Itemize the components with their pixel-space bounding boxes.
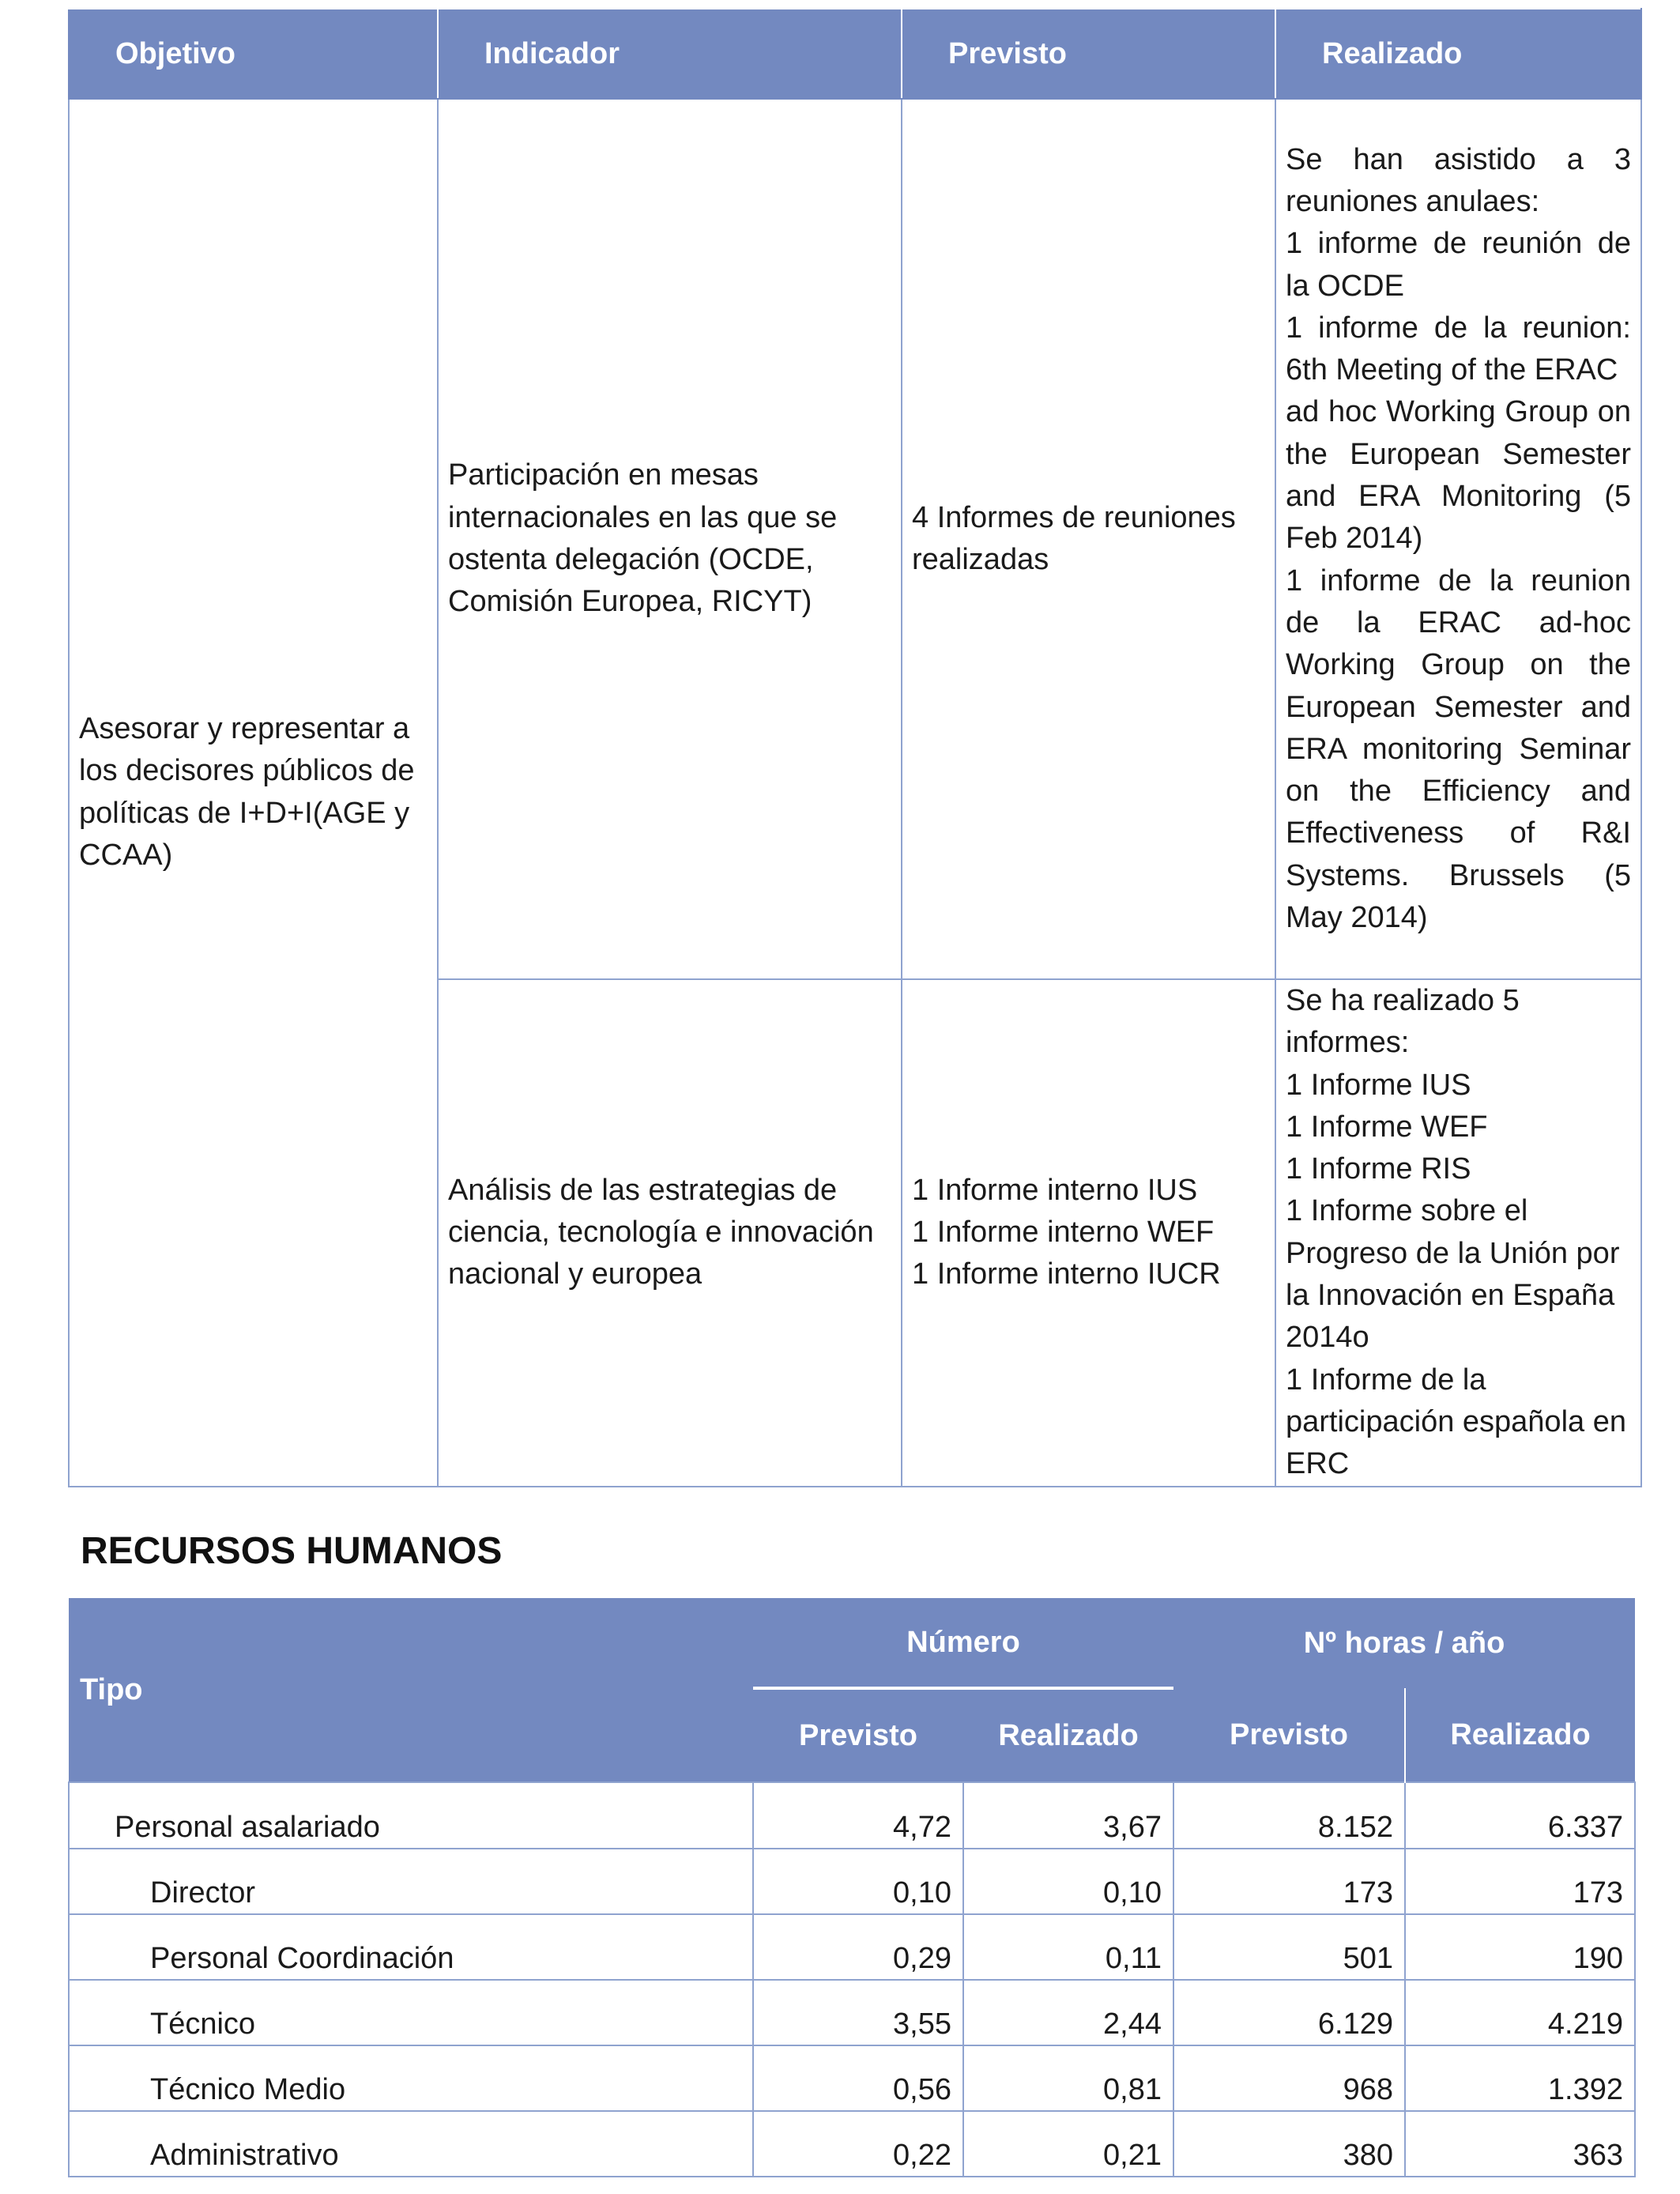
subheader-horas-realizado: Realizado (1405, 1688, 1635, 1782)
previsto-cell: 4 Informes de reuniones realizadas (902, 99, 1275, 979)
horas-previsto-cell: 6.129 (1173, 1980, 1405, 2045)
table-row (69, 1849, 1635, 1914)
objectives-table (68, 8, 1642, 1487)
num-realizado-cell: 0,21 (963, 2111, 1173, 2177)
tipo-cell: Director (69, 1849, 753, 1914)
horas-realizado-cell: 4.219 (1405, 1980, 1635, 2045)
horas-previsto-cell: 380 (1173, 2111, 1405, 2177)
tipo-cell: Administrativo (69, 2111, 753, 2177)
num-realizado-cell: 3,67 (963, 1782, 1173, 1849)
horas-previsto-cell: 968 (1173, 2045, 1405, 2111)
table-row (69, 1980, 1635, 2045)
realizado-cell: Se han asistido a 3 reuniones anulaes: 1 informe de reunión de la OCDE 1 informe de la reunion: 6th Meeting of the ERAC ad hoc Working Group on the European Semester and ERA Monitoring (5 Feb 2014) 1 informe de la reunion de la ERAC ad-hoc Working Group on the European Semester and ERA monitoring Seminar on the Efficiency and Effectiveness of R&I Systems. Brussels (5 May 2014) (1275, 99, 1641, 979)
horas-previsto-cell: 173 (1173, 1849, 1405, 1914)
horas-realizado-cell: 363 (1405, 2111, 1635, 2177)
num-previsto-cell: 0,22 (753, 2111, 963, 2177)
header-realizado: Realizado (1275, 9, 1641, 99)
num-realizado-cell: 0,10 (963, 1849, 1173, 1914)
subheader-numero-realizado: Realizado (963, 1688, 1173, 1782)
indicador-cell: Participación en mesas internacionales en las que se ostenta delegación (OCDE, Comisión Europea, RICYT) (438, 99, 902, 979)
header-horas: Nº horas / año (1173, 1598, 1635, 1688)
horas-previsto-cell: 8.152 (1173, 1782, 1405, 1849)
num-previsto-cell: 3,55 (753, 1980, 963, 2045)
subheader-horas-previsto: Previsto (1173, 1688, 1405, 1782)
tipo-cell: Personal Coordinación (69, 1914, 753, 1980)
header-numero: Número (753, 1598, 1173, 1688)
horas-realizado-cell: 190 (1405, 1914, 1635, 1980)
header-tipo: Tipo (69, 1598, 753, 1782)
num-realizado-cell: 2,44 (963, 1980, 1173, 2045)
table-row (69, 99, 1641, 979)
header-objetivo: Objetivo (69, 9, 438, 99)
horas-realizado-cell: 6.337 (1405, 1782, 1635, 1849)
realizado-cell: Se ha realizado 5 informes: 1 Informe IUS 1 Informe WEF 1 Informe RIS 1 Informe sobre el Progreso de la Unión por la Innovación en España 2014o 1 Informe de la participación española en ERC (1275, 979, 1641, 1487)
num-previsto-cell: 0,10 (753, 1849, 963, 1914)
header-indicador: Indicador (438, 9, 902, 99)
num-previsto-cell: 4,72 (753, 1782, 963, 1849)
subheader-numero-previsto: Previsto (753, 1688, 963, 1782)
indicador-cell: Análisis de las estrategias de ciencia, tecnología e innovación nacional y europea (438, 979, 902, 1487)
num-previsto-cell: 0,56 (753, 2045, 963, 2111)
rrhh-table (68, 1598, 1636, 2177)
tipo-cell: Técnico Medio (69, 2045, 753, 2111)
num-previsto-cell: 0,29 (753, 1914, 963, 1980)
table-row (69, 2045, 1635, 2111)
objectives-header-row (69, 9, 1641, 99)
tipo-cell: Técnico (69, 1980, 753, 2045)
horas-realizado-cell: 173 (1405, 1849, 1635, 1914)
rrhh-header-row (69, 1598, 1635, 1688)
num-realizado-cell: 0,11 (963, 1914, 1173, 1980)
tipo-cell: Personal asalariado (69, 1782, 753, 1849)
table-row (69, 2111, 1635, 2177)
section-title: RECURSOS HUMANOS (81, 1530, 503, 1572)
table-row (69, 1782, 1635, 1849)
header-previsto: Previsto (902, 9, 1275, 99)
table-row (69, 1914, 1635, 1980)
objective-cell: Asesorar y representar a los decisores públicos de políticas de I+D+I(AGE y CCAA) (69, 99, 438, 1487)
horas-previsto-cell: 501 (1173, 1914, 1405, 1980)
previsto-cell: 1 Informe interno IUS 1 Informe interno WEF 1 Informe interno IUCR (902, 979, 1275, 1487)
horas-realizado-cell: 1.392 (1405, 2045, 1635, 2111)
num-realizado-cell: 0,81 (963, 2045, 1173, 2111)
